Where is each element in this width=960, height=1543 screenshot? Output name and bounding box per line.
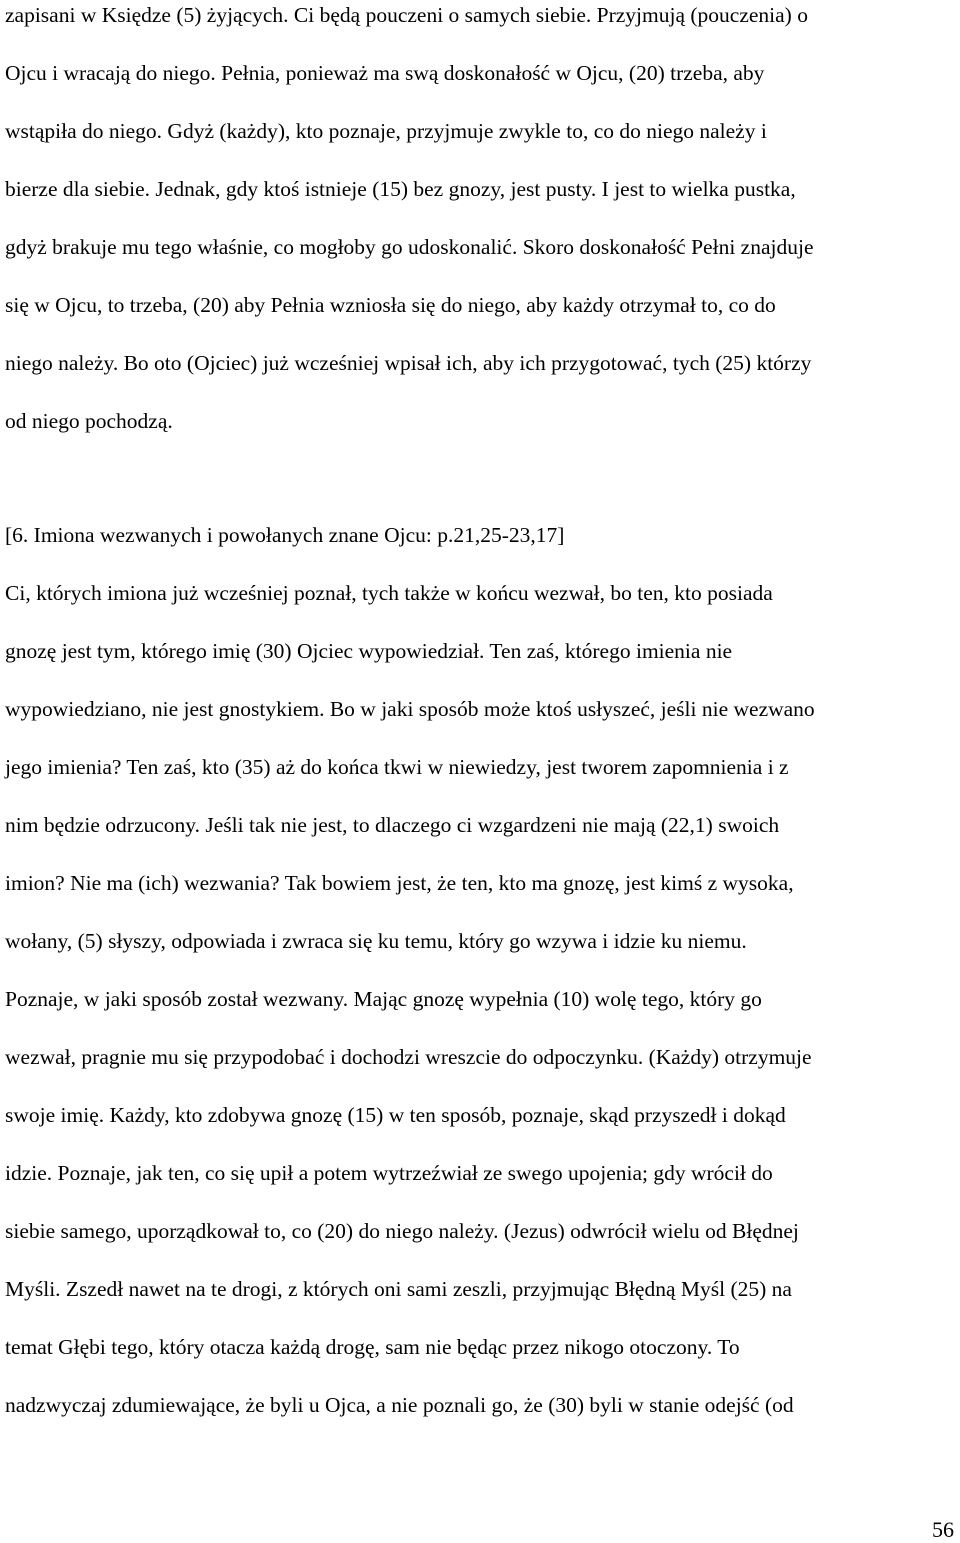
text-line: od niego pochodzą.: [5, 409, 173, 433]
text-line: wstąpiła do niego. Gdyż (każdy), kto poznaje, przyjmuje zwykle to, co do niego należy i: [5, 119, 767, 143]
page-number: 56: [932, 1517, 954, 1542]
text-line: gnozę jest tym, którego imię (30) Ojciec wypowiedział. Ten zaś, którego imienia nie: [5, 639, 733, 663]
text-line: swoje imię. Każdy, kto zdobywa gnozę (15) w ten sposób, poznaje, skąd przyszedł i dokąd: [5, 1103, 786, 1127]
text-line: Poznaje, w jaki sposób został wezwany. Mając gnozę wypełnia (10) wolę tego, który go: [5, 987, 762, 1011]
text-line: niego należy. Bo oto (Ojciec) już wcześniej wpisał ich, aby ich przygotować, tych (25) którzy: [5, 351, 812, 375]
section-heading: [6. Imiona wezwanych i powołanych znane Ojcu: p.21,25-23,17]: [5, 523, 565, 547]
text-line: Ojcu i wracają do niego. Pełnia, ponieważ ma swą doskonałość w Ojcu, (20) trzeba, aby: [5, 61, 765, 85]
text-line: idzie. Poznaje, jak ten, co się upił a potem wytrzeźwiał ze swego upojenia; gdy wrócił do: [5, 1161, 773, 1185]
paragraph-1: [5, 0, 960, 464]
text-line: nim będzie odrzucony. Jeśli tak nie jest, to dlaczego ci wzgardzeni nie mają (22,1) swoich: [5, 813, 780, 837]
text-line: wezwał, pragnie mu się przypodobać i dochodzi wreszcie do odpoczynku. (Każdy) otrzymuje: [5, 1045, 812, 1069]
text-line: zapisani w Księdze (5) żyjących. Ci będą pouczeni o samych siebie. Przyjmują (pouczenia) o: [5, 3, 808, 27]
text-line: Ci, których imiona już wcześniej poznał, tych także w końcu wezwał, bo ten, kto posiada: [5, 581, 773, 605]
text-line: wypowiedziano, nie jest gnostykiem. Bo w jaki sposób może ktoś usłyszeć, jeśli nie wezwano: [5, 697, 815, 721]
text-line: wołany, (5) słyszy, odpowiada i zwraca się ku temu, który go wzywa i idzie ku niemu.: [5, 929, 747, 953]
text-line: nadzwyczaj zdumiewające, że byli u Ojca, a nie poznali go, że (30) byli w stanie odejść (od: [5, 1393, 794, 1417]
text-line: siebie samego, uporządkował to, co (20) do niego należy. (Jezus) odwrócił wielu od Błędnej: [5, 1219, 799, 1243]
text-line: Myśli. Zszedł nawet na te drogi, z których oni sami zeszli, przyjmując Błędną Myśl (25) na: [5, 1277, 792, 1301]
text-line: bierze dla siebie. Jednak, gdy ktoś istnieje (15) bez gnozy, jest pusty. I jest to wielka pustka,: [5, 177, 796, 201]
text-line: imion? Nie ma (ich) wezwania? Tak bowiem jest, że ten, kto ma gnozę, jest kimś z wysoka,: [5, 871, 794, 895]
section-6: [5, 520, 960, 1448]
text-line: gdyż brakuje mu tego właśnie, co mogłoby go udoskonalić. Skoro doskonałość Pełni znajduje: [5, 235, 814, 259]
text-line: się w Ojcu, to trzeba, (20) aby Pełnia wzniosła się do niego, aby każdy otrzymał to, co do: [5, 293, 776, 317]
text-line: jego imienia? Ten zaś, kto (35) aż do końca tkwi w niewiedzy, jest tworem zapomnienia i z: [5, 755, 789, 779]
text-line: temat Głębi tego, który otacza każdą drogę, sam nie będąc przez nikogo otoczony. To: [5, 1335, 740, 1359]
